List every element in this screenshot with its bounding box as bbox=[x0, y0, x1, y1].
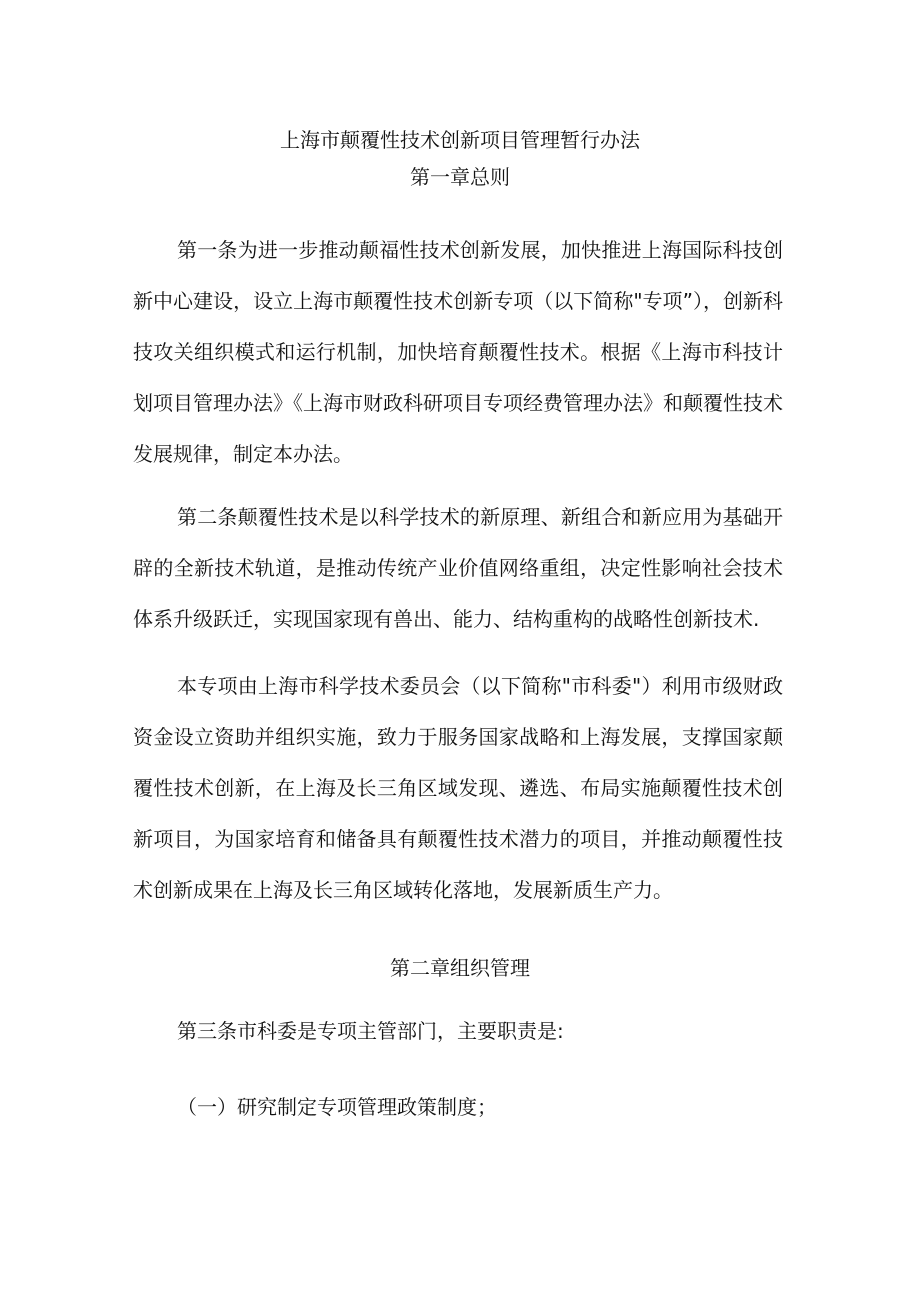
article-1-paragraph: 第一条为进一步推动颠福性技术创新发展，加快推进上海国际科技创新中心建设，设立上海市颠覆性技术创新专项（以下简称"专项”），创新科技攻关组织模式和运行机制，加快培育颠覆性技术。根据《上海市科技计划项目管理办法》《上海市财政科研项目专项经费管理办法》和颠覆性技术发展规律，制定本办法。 bbox=[133, 238, 783, 466]
article-2-paragraph: 第二条颠覆性技术是以科学技术的新原理、新组合和新应用为基础开辟的全新技术轨道，是推动传统产业价值网络重组，决定性影响社会技术体系升级跃迁，实现国家现有兽出、能力、结构重构的战略性创新技术. bbox=[133, 505, 783, 631]
chapter-1-heading: 第一章总则 bbox=[410, 165, 510, 189]
document-title: 上海市颠覆性技术创新项目管理暂行办法 bbox=[280, 128, 640, 152]
special-project-paragraph: 本专项由上海市科学技术委员会（以下简称"市科委"）利用市级财政资金设立资助并组织实施，致力于服务国家战略和上海发展，支撑国家颠覆性技术创新，在上海及长三角区域发现、遴选、布局实施颠覆性技术创新项目，为国家培育和储备具有颠覆性技术潜力的项目，并推动颠覆性技术创新成果在上海及长三角区域转化落地，发展新质生产力。 bbox=[133, 674, 783, 902]
chapter-2-heading: 第二章组织管理 bbox=[390, 956, 530, 980]
list-item: （一）研究制定专项管理政策制度； bbox=[177, 1095, 497, 1119]
article-3-line: 第三条市科委是专项主管部门，主要职责是: bbox=[177, 1019, 564, 1043]
